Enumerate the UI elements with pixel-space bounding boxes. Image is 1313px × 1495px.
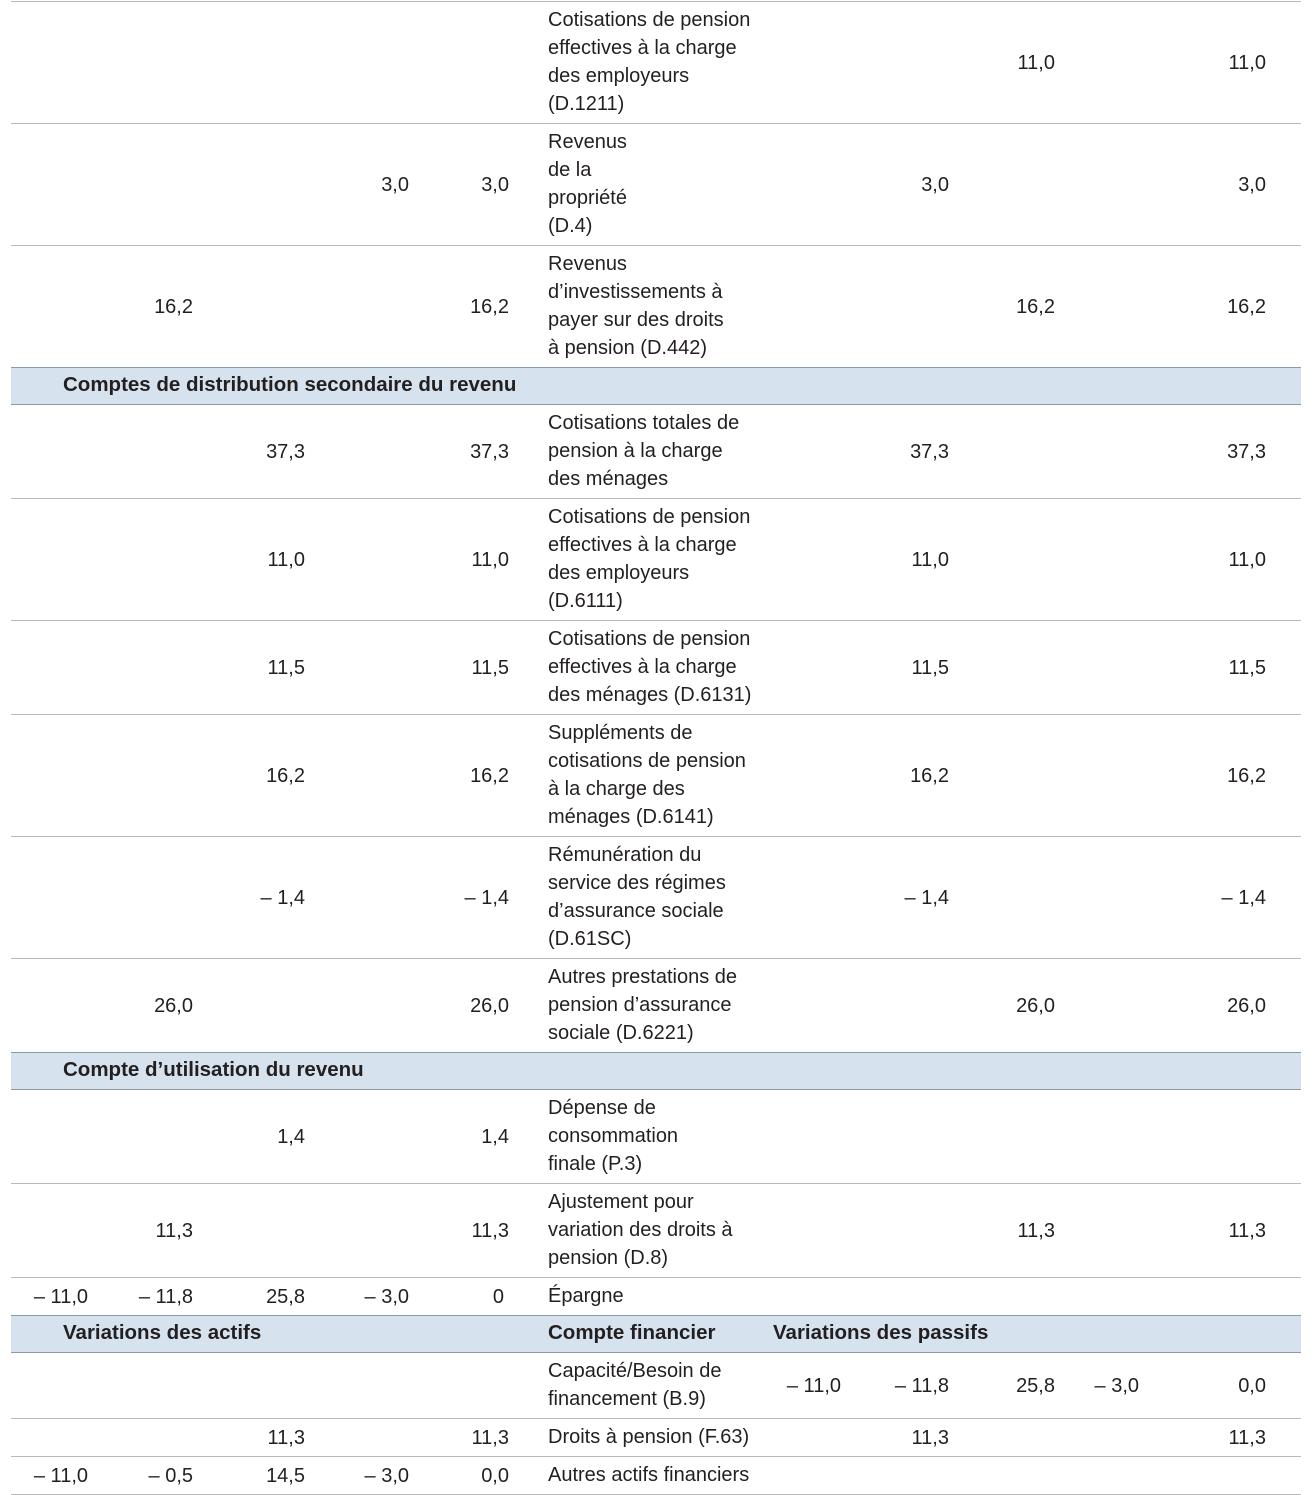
cell-s14-uses: 1,4 — [277, 1125, 305, 1148]
cell-s11-resources: 3,0 — [1172, 124, 1301, 246]
cell-s11-uses — [11, 621, 111, 715]
table-row — [11, 1419, 1301, 1457]
cell-rest-uses — [321, 499, 427, 621]
cell-total-uses: 0 — [427, 1278, 526, 1316]
cell-s14-uses — [215, 2, 321, 124]
cell-rest-liabilities: – 3,0 — [1094, 1374, 1139, 1397]
cell-s12-liabilities: 11,3 — [860, 1419, 963, 1457]
pension-accounts-table — [11, 1, 1301, 1495]
cell-s11-resources: 11,5 — [1172, 621, 1301, 715]
cell-total-resources — [757, 837, 860, 959]
cell-s12-resources — [1068, 1090, 1172, 1184]
cell-s14-uses: 11,0 — [215, 499, 321, 621]
section-header-row — [11, 1053, 1301, 1090]
cell-s14-uses — [215, 246, 321, 368]
cell-total-resources — [757, 959, 860, 1053]
table-row — [11, 715, 1301, 837]
cell-rest-uses — [321, 405, 427, 499]
cell-s12-uses: 26,0 — [111, 959, 215, 1053]
cell-s14-uses — [215, 1184, 321, 1278]
cell-s11-resources: 16,2 — [1172, 246, 1301, 368]
row-label: Ajustement pour variation des droits à pension (D.8) — [526, 1184, 757, 1278]
cell-s12-resources — [1068, 959, 1172, 1053]
cell-total-assets — [427, 1353, 526, 1419]
cell-s14-liabilities — [963, 1419, 1068, 1457]
cell-total-liabilities: 11,3 — [1172, 1419, 1301, 1457]
cell-s12-resources — [1068, 2, 1172, 124]
cell-total-uses: 16,2 — [427, 246, 526, 368]
cell-s14-resources — [963, 499, 1068, 621]
cell-s11-uses — [11, 405, 111, 499]
cell-s14-resources — [963, 124, 1068, 246]
cell-s11-uses — [11, 959, 111, 1053]
cell-s11-resources — [1172, 1090, 1301, 1184]
section-header-row — [11, 1316, 1301, 1353]
cell-rest-liabilities — [1068, 1419, 1172, 1457]
cell-s14-liabilities — [963, 1457, 1068, 1495]
cell-s12-liabilities: – 11,8 — [894, 1374, 949, 1397]
cell-s14-resources: 11,3 — [963, 1184, 1068, 1278]
cell-total-resources — [757, 621, 860, 715]
cell-total-resources — [757, 1090, 860, 1184]
cell-s11-liabilities — [757, 1457, 860, 1495]
cell-s11-assets — [11, 1353, 111, 1419]
row-label: Autres prestations de pension d’assurance sociale (D.6221) — [526, 959, 757, 1053]
cell-s11-uses — [11, 499, 111, 621]
cell-total-resources — [757, 1278, 860, 1316]
cell-s11-liabilities: – 11,0 — [786, 1374, 841, 1397]
cell-s14-resources: 11,0 — [963, 2, 1068, 124]
cell-s11-resources: 11,0 — [1172, 2, 1301, 124]
cell-s11-uses — [11, 715, 111, 837]
cell-s11-uses: – 11,0 — [11, 1278, 111, 1316]
row-label: Cotisations de pension effectives à la charge des employeurs (D.6111) — [526, 499, 757, 621]
cell-s12-uses — [111, 1090, 215, 1184]
cell-s11-uses — [11, 124, 111, 246]
cell-s12-uses — [111, 499, 215, 621]
cell-s11-uses — [11, 2, 111, 124]
cell-rest-resources — [860, 1090, 963, 1184]
cell-s14-uses: 25,8 — [215, 1278, 321, 1316]
cell-s11-assets: – 11,0 — [11, 1457, 111, 1495]
cell-s12-uses — [111, 837, 215, 959]
row-label: Dépense de consommation finale (P.3) — [548, 1097, 679, 1175]
cell-s12-resources — [1068, 499, 1172, 621]
table-row — [11, 499, 1301, 621]
cell-total-assets: 0,0 — [427, 1457, 526, 1495]
cell-s14-uses — [215, 959, 321, 1053]
cell-rest-resources — [860, 1278, 963, 1316]
cell-s14-uses: 16,2 — [215, 715, 321, 837]
cell-s14-assets: 11,3 — [215, 1419, 321, 1457]
cell-total-uses: – 1,4 — [427, 837, 526, 959]
section-title-secondary-distribution: Comptes de distribution secondaire du revenu — [11, 368, 1301, 405]
cell-s11-assets — [11, 1419, 111, 1457]
cell-rest-uses — [321, 959, 427, 1053]
row-label: Cotisations de pension effectives à la charge des employeurs (D.1211) — [526, 2, 757, 124]
cell-s12-uses — [111, 2, 215, 124]
table-row — [11, 124, 1301, 246]
cell-total-resources — [757, 715, 860, 837]
cell-rest-resources: 37,3 — [910, 440, 949, 463]
cell-rest-uses — [321, 715, 427, 837]
cell-s12-uses: 16,2 — [111, 246, 215, 368]
cell-total-resources — [757, 405, 860, 499]
cell-s14-assets — [215, 1353, 321, 1419]
cell-rest-resources: – 1,4 — [860, 837, 963, 959]
cell-total-uses: 11,5 — [427, 621, 526, 715]
row-label: Revenus d’investissements à payer sur des droits à pension (D.442) — [526, 246, 757, 368]
cell-s12-assets — [111, 1419, 215, 1457]
cell-s11-resources: 11,0 — [1172, 499, 1301, 621]
cell-s12-assets — [111, 1353, 215, 1419]
cell-rest-assets — [321, 1353, 427, 1419]
cell-total-uses — [427, 2, 526, 124]
cell-rest-uses: – 3,0 — [321, 1278, 427, 1316]
cell-s11-resources: 16,2 — [1172, 715, 1301, 837]
table-row — [11, 1353, 1301, 1419]
cell-rest-uses: 3,0 — [321, 124, 427, 246]
cell-total-resources — [757, 2, 860, 124]
table-row — [11, 2, 1301, 124]
table-row — [11, 1184, 1301, 1278]
cell-s11-resources: – 1,4 — [1172, 837, 1301, 959]
table-row — [11, 1457, 1301, 1495]
cell-s14-resources: 16,2 — [963, 246, 1068, 368]
cell-s14-resources — [963, 621, 1068, 715]
cell-total-resources — [757, 246, 860, 368]
cell-s12-resources — [1068, 1184, 1172, 1278]
section-title-liabilities-changes: Variations des passifs — [757, 1316, 1301, 1353]
cell-rest-uses — [321, 2, 427, 124]
table-row — [11, 1090, 1301, 1184]
cell-s11-resources: 26,0 — [1172, 959, 1301, 1053]
cell-total-resources — [757, 499, 860, 621]
cell-s12-resources — [1068, 1278, 1172, 1316]
cell-total-uses: 11,3 — [427, 1184, 526, 1278]
cell-s14-resources — [963, 1278, 1068, 1316]
cell-total-liabilities: 0,0 — [1238, 1374, 1266, 1397]
cell-s14-resources — [963, 715, 1068, 837]
cell-total-uses: 37,3 — [470, 440, 509, 463]
cell-s14-uses: 37,3 — [266, 440, 305, 463]
cell-rest-resources — [860, 246, 963, 368]
cell-s12-liabilities — [860, 1457, 963, 1495]
cell-s11-resources: 11,3 — [1172, 1184, 1301, 1278]
cell-total-resources — [757, 124, 860, 246]
cell-s14-uses — [215, 124, 321, 246]
section-title-use-of-income: Compte d’utilisation du revenu — [11, 1053, 1301, 1090]
table-row — [11, 837, 1301, 959]
cell-s12-resources — [1068, 837, 1172, 959]
cell-total-uses: 11,0 — [427, 499, 526, 621]
cell-s12-resources — [1068, 246, 1172, 368]
cell-rest-uses — [321, 246, 427, 368]
row-label: Rémunération du service des régimes d’assurance sociale (D.61SC) — [526, 837, 757, 959]
cell-s12-resources — [1068, 715, 1172, 837]
cell-rest-liabilities — [1068, 1457, 1172, 1495]
cell-rest-resources: 16,2 — [860, 715, 963, 837]
cell-s11-resources: 37,3 — [1227, 440, 1266, 463]
cell-s11-uses — [11, 837, 111, 959]
cell-total-uses: 1,4 — [481, 1125, 509, 1148]
cell-s12-uses — [111, 621, 215, 715]
section-title-assets-changes: Variations des actifs — [11, 1316, 526, 1353]
cell-total-uses: 3,0 — [427, 124, 526, 246]
row-label: Suppléments de cotisations de pension à la charge des ménages (D.6141) — [526, 715, 757, 837]
cell-rest-resources — [860, 2, 963, 124]
cell-s12-resources — [1068, 621, 1172, 715]
table-row — [11, 246, 1301, 368]
cell-s12-resources — [1068, 124, 1172, 246]
row-label: Cotisations totales de pension à la charge des ménages — [548, 412, 740, 490]
cell-s14-resources — [963, 1090, 1068, 1184]
cell-s12-uses: 11,3 — [111, 1184, 215, 1278]
cell-total-resources — [757, 1184, 860, 1278]
table-row — [11, 1278, 1301, 1316]
row-label: Revenus de la propriété (D.4) — [526, 124, 757, 246]
table-row — [11, 959, 1301, 1053]
cell-s11-uses — [11, 1090, 111, 1184]
cell-rest-uses — [321, 621, 427, 715]
cell-rest-resources: 11,0 — [860, 499, 963, 621]
cell-s14-assets: 14,5 — [215, 1457, 321, 1495]
cell-rest-resources — [860, 1184, 963, 1278]
cell-s14-resources — [963, 837, 1068, 959]
cell-s12-uses: – 11,8 — [111, 1278, 215, 1316]
section-title-financial-account: Compte financier — [526, 1316, 757, 1353]
cell-s12-uses — [111, 405, 215, 499]
cell-total-uses: 16,2 — [427, 715, 526, 837]
cell-s14-uses: 11,5 — [215, 621, 321, 715]
cell-rest-resources: 11,5 — [860, 621, 963, 715]
cell-s12-resources — [1068, 405, 1172, 499]
cell-total-liabilities — [1172, 1457, 1301, 1495]
row-label: Épargne — [526, 1278, 757, 1316]
cell-rest-uses — [321, 837, 427, 959]
table-row — [11, 621, 1301, 715]
cell-total-uses: 26,0 — [427, 959, 526, 1053]
cell-s11-liabilities — [757, 1419, 860, 1457]
cell-s14-resources — [963, 405, 1068, 499]
cell-s12-uses — [111, 124, 215, 246]
row-label: Capacité/Besoin de financement (B.9) — [548, 1360, 722, 1410]
cell-s14-liabilities: 25,8 — [1016, 1374, 1055, 1397]
cell-total-assets: 11,3 — [427, 1419, 526, 1457]
cell-s12-uses — [111, 715, 215, 837]
cell-s11-resources — [1172, 1278, 1301, 1316]
row-label: Droits à pension (F.63) — [526, 1419, 757, 1457]
row-label: Cotisations de pension effectives à la charge des ménages (D.6131) — [526, 621, 757, 715]
section-header-row — [11, 368, 1301, 405]
table-row — [11, 405, 1301, 499]
cell-s12-assets: – 0,5 — [111, 1457, 215, 1495]
cell-s14-resources: 26,0 — [963, 959, 1068, 1053]
cell-s11-uses — [11, 1184, 111, 1278]
cell-rest-assets — [321, 1419, 427, 1457]
cell-rest-resources — [860, 959, 963, 1053]
cell-s11-uses — [11, 246, 111, 368]
cell-rest-resources: 3,0 — [860, 124, 963, 246]
cell-rest-assets: – 3,0 — [321, 1457, 427, 1495]
row-label: Autres actifs financiers — [526, 1457, 757, 1495]
cell-rest-uses — [321, 1090, 427, 1184]
cell-s14-uses: – 1,4 — [215, 837, 321, 959]
cell-rest-uses — [321, 1184, 427, 1278]
